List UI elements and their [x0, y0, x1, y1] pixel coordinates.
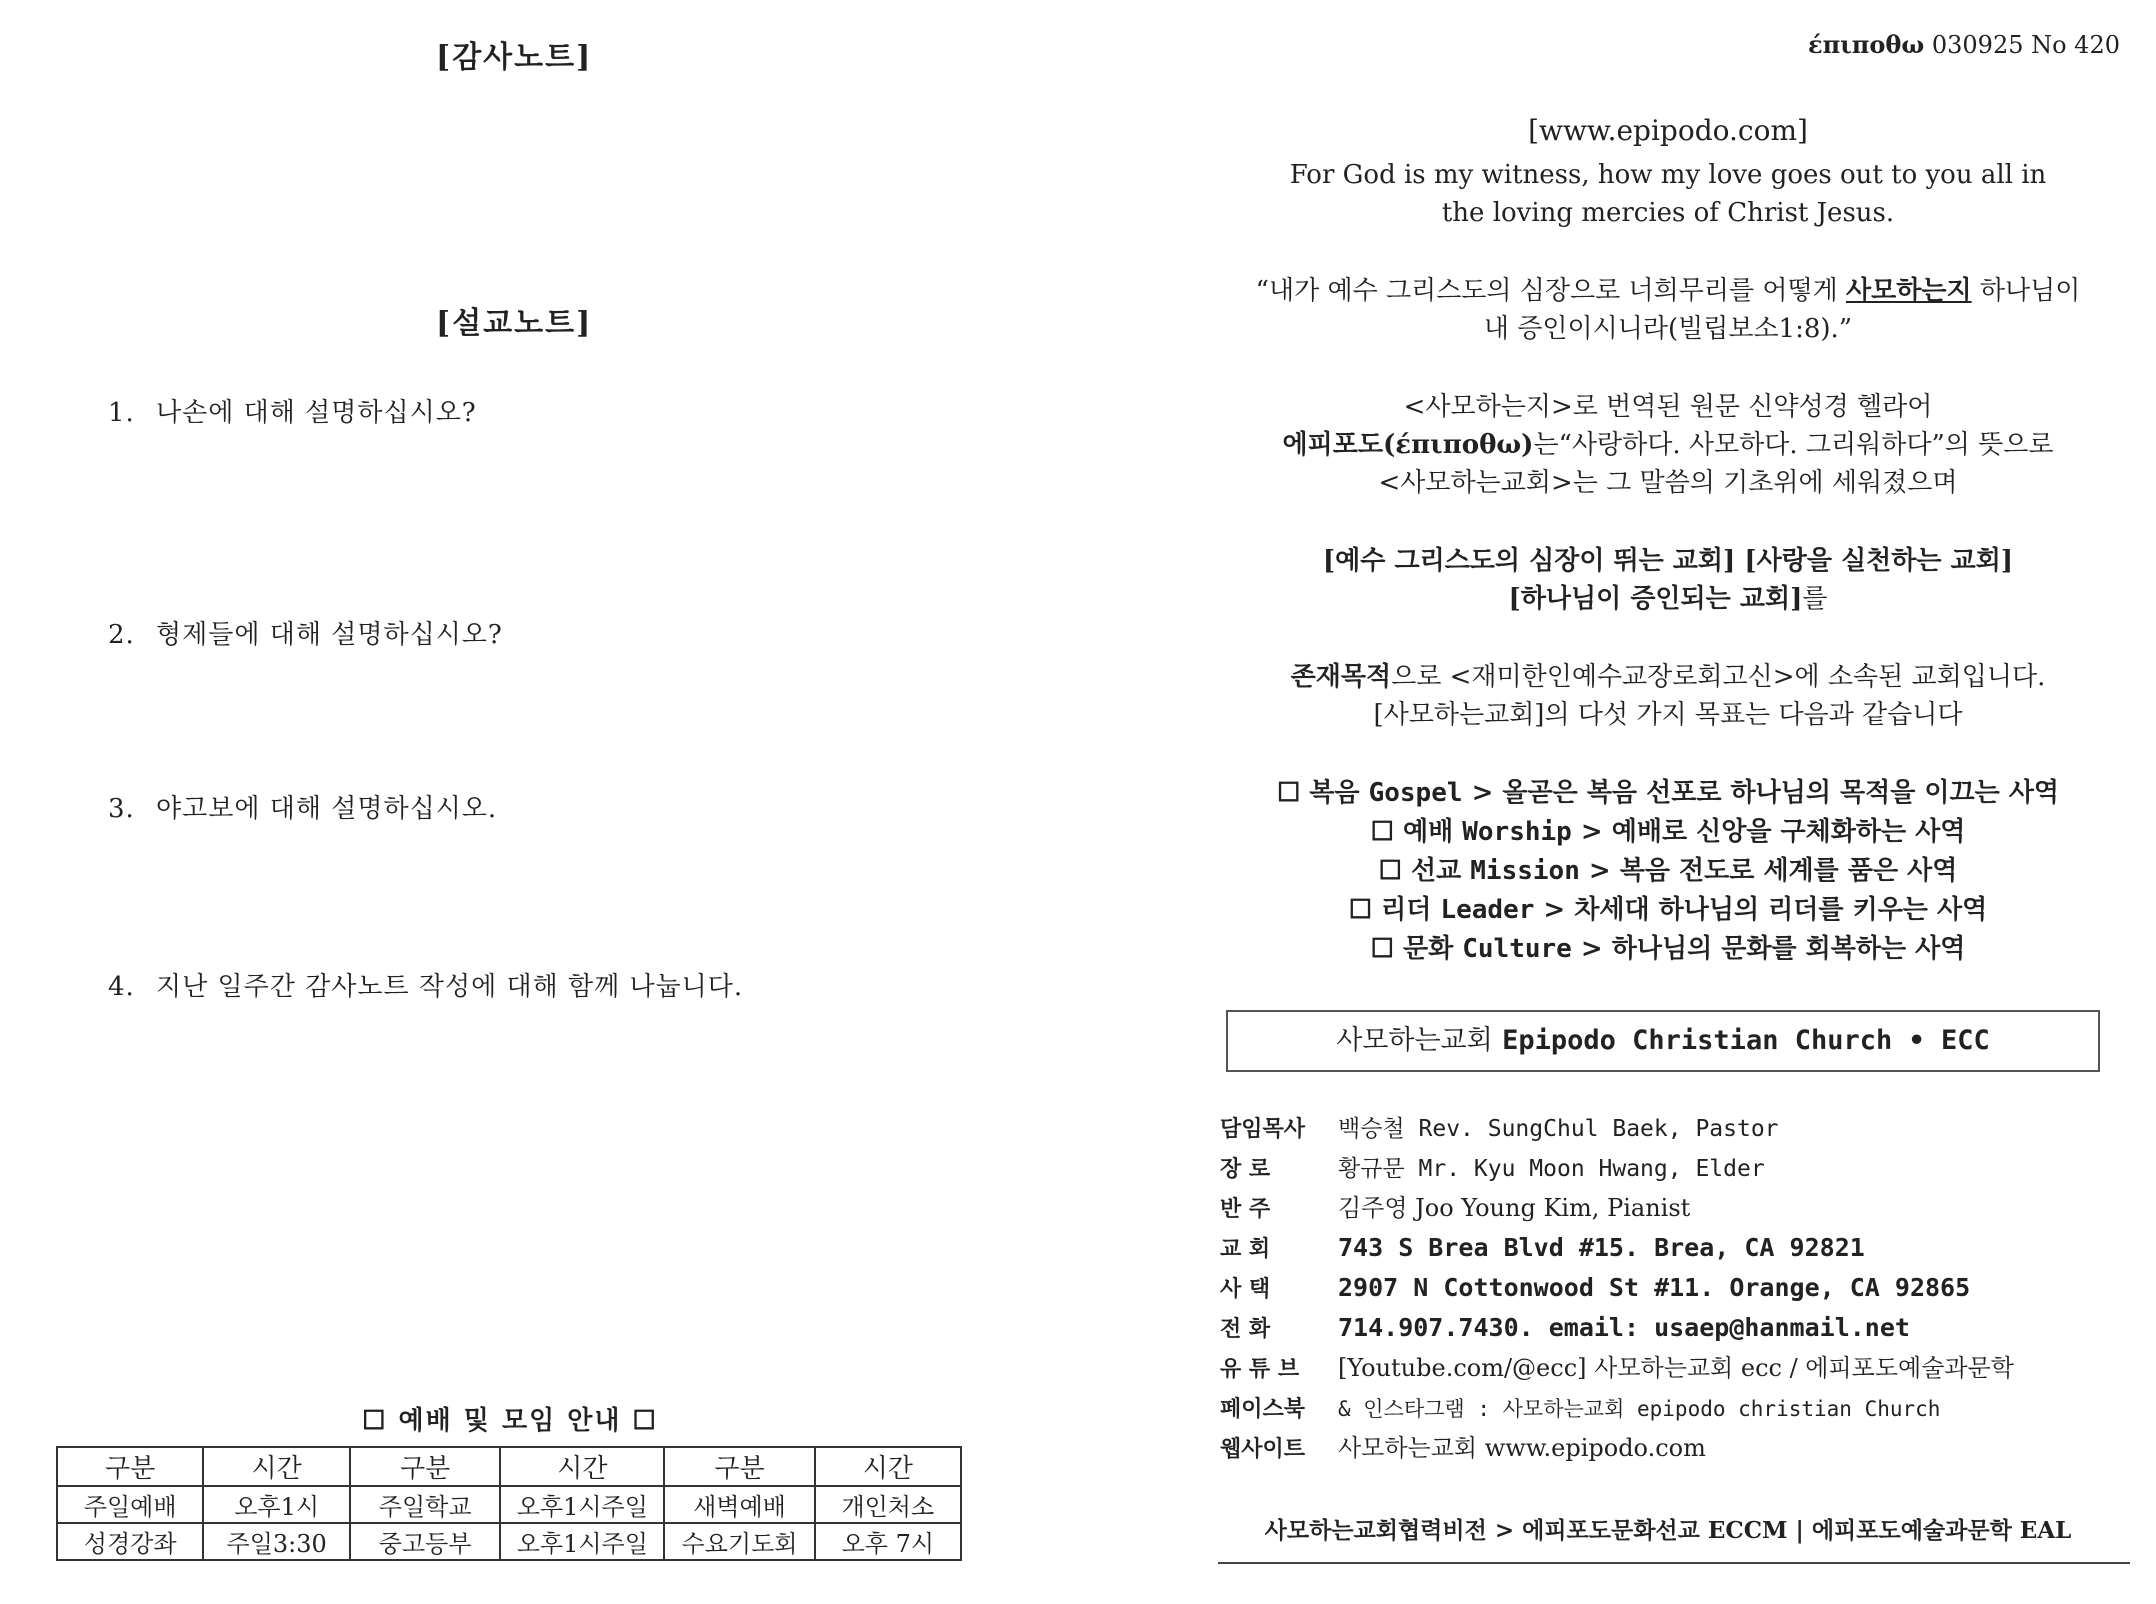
- question-3: [108, 788, 497, 825]
- schedule-header-cell: 구분: [57, 1447, 203, 1486]
- sermon-heading: [설교노트]: [436, 306, 593, 341]
- table-cell: 오후 7시: [815, 1523, 961, 1560]
- info-label: 전 화: [1220, 1316, 1271, 1342]
- table-cell: 주일학교: [350, 1486, 500, 1523]
- info-label: 사 택: [1220, 1276, 1271, 1302]
- cooperation-vision: 사모하는교회협력비전 > 에피포도문화선교 ECCM | 에피포도예술과문학 EAL: [1264, 1517, 2072, 1544]
- verse-korean-keyword: 사모하는지: [1846, 276, 1972, 306]
- goal-mission: [1218, 852, 2118, 891]
- table-row: [57, 1486, 961, 1523]
- verse-english-1: For God is my witness, how my love goes out to you all in: [1289, 160, 2047, 190]
- goal-description: > 올곧은 복음 선포로 하나님의 목적을 이끄는 사역: [1471, 778, 2060, 808]
- church-name-english: Epipodo Christian Church • ECC: [1502, 1025, 1990, 1056]
- goal-english: Gospel: [1368, 778, 1463, 808]
- checkbox-label: ☐ 리더: [1348, 895, 1432, 925]
- church-name-box: [1226, 1010, 2100, 1072]
- table-row: [57, 1523, 961, 1560]
- info-label: 교 회: [1220, 1236, 1271, 1262]
- verse-korean-part: “내가 예수 그리스도의 심장으로 너희무리를 어떻게: [1255, 276, 1838, 306]
- question-number: 2.: [108, 620, 135, 650]
- question-4: [108, 966, 743, 1003]
- info-value: 2907 N Cottonwood St #11. Orange, CA 92865: [1338, 1273, 1971, 1302]
- question-text: 야고보에 대해 설명하십시오.: [156, 794, 498, 824]
- schedule-header-cell: 구분: [664, 1447, 814, 1486]
- table-cell: 개인처소: [815, 1486, 961, 1523]
- goal-culture: [1218, 930, 2118, 969]
- goal-english: Culture: [1462, 934, 1572, 964]
- schedule-header-cell: 시간: [815, 1447, 961, 1486]
- info-value: 714.907.7430. email: usaep@hanmail.net: [1338, 1313, 1910, 1342]
- question-number: 1.: [108, 398, 135, 428]
- goal-description: > 하나님의 문화를 회복하는 사역: [1580, 934, 1966, 964]
- website-link[interactable]: [www.epipodo.com]: [1528, 114, 1808, 147]
- table-cell: 오후1시주일: [500, 1523, 664, 1560]
- info-value: [Youtube.com/@ecc] 사모하는교회 ecc / 에피포도예술과문학: [1338, 1354, 2014, 1382]
- info-label: 페이스북: [1220, 1396, 1306, 1422]
- verse-korean-2: 내 증인이시니라(빌립보소1:8).”: [1483, 314, 1853, 344]
- issue-header: [1700, 30, 2120, 59]
- footer-divider: [1218, 1562, 2130, 1564]
- info-value: 김주영 Joo Young Kim, Pianist: [1338, 1194, 1691, 1222]
- table-cell: 주일3:30: [203, 1523, 350, 1560]
- schedule-header-row: [57, 1447, 961, 1486]
- question-number: 3.: [108, 794, 135, 824]
- purpose-line-2: [사모하는교회]의 다섯 가지 목표는 다음과 같습니다: [1373, 700, 1963, 730]
- checkbox-label: ☐ 예배: [1370, 817, 1454, 847]
- info-row-home-address: [1220, 1268, 2120, 1308]
- goal-english: Worship: [1462, 817, 1572, 847]
- goal-description: > 차세대 하나님의 리더를 키우는 사역: [1543, 895, 1988, 925]
- info-label: 웹사이트: [1220, 1436, 1306, 1462]
- verse-korean-1: [1218, 272, 2118, 310]
- schedule-title: ☐ 예배 및 모임 안내 ☐: [362, 1406, 658, 1436]
- question-number: 4.: [108, 972, 135, 1002]
- issue-number: 030925 No 420: [1931, 31, 2120, 59]
- verse-english-2: the loving mercies of Christ Jesus.: [1441, 198, 1895, 228]
- question-text: 형제들에 대해 설명하십시오?: [156, 620, 503, 650]
- info-label: 반 주: [1220, 1196, 1271, 1222]
- schedule-header-cell: 시간: [500, 1447, 664, 1486]
- mission-line-2: [1218, 580, 2118, 618]
- schedule-table: [56, 1446, 962, 1561]
- checkbox-label: ☐ 선교: [1378, 856, 1462, 886]
- gratitude-heading: [감사노트]: [436, 40, 593, 75]
- epipodo-term: 에피포도(έπιποθω): [1282, 430, 1534, 460]
- info-value: 사모하는교회 www.epipodo.com: [1338, 1434, 1706, 1462]
- purpose-line-1: [1218, 658, 2118, 696]
- question-2: [108, 614, 503, 651]
- table-cell: 주일예배: [57, 1486, 203, 1523]
- goal-worship: [1218, 813, 2118, 852]
- info-label: 유 튜 브: [1220, 1356, 1300, 1382]
- schedule-header-cell: 구분: [350, 1447, 500, 1486]
- mission-suffix: 를: [1802, 584, 1828, 614]
- goal-english: Leader: [1440, 895, 1535, 925]
- greek-word: έπιποθω: [1808, 30, 1925, 59]
- info-row-pianist: [1220, 1188, 2120, 1228]
- table-cell: 중고등부: [350, 1523, 500, 1560]
- meaning-line-3: <사모하는교회>는 그 말씀의 기초위에 세워졌으며: [1378, 468, 1958, 498]
- goal-english: Mission: [1470, 856, 1580, 886]
- goal-description: > 복음 전도로 세계를 품은 사역: [1588, 856, 1958, 886]
- goal-description: > 예배로 신앙을 구체화하는 사역: [1580, 817, 1966, 847]
- meaning-line-1: <사모하는지>로 번역된 원문 신약성경 헬라어: [1403, 392, 1933, 422]
- table-cell: 오후1시주일: [500, 1486, 664, 1523]
- mission-text: [하나님이 증인되는 교회]: [1508, 584, 1803, 614]
- info-label: 담임목사: [1220, 1116, 1306, 1142]
- question-1: [108, 392, 477, 429]
- info-row-church-address: [1220, 1228, 2120, 1268]
- meaning-line-2: [1218, 426, 2118, 464]
- info-value: 백승철 Rev. SungChul Baek, Pastor: [1338, 1116, 1779, 1142]
- info-row-elder: [1220, 1148, 2120, 1188]
- info-row-phone: [1220, 1308, 2120, 1348]
- info-row-pastor: [1220, 1108, 2120, 1148]
- info-row-youtube: [1220, 1348, 2120, 1388]
- checkbox-label: ☐ 문화: [1370, 934, 1454, 964]
- mission-line-1: [예수 그리스도의 심장이 뛰는 교회] [사랑을 실천하는 교회]: [1322, 546, 2014, 576]
- info-value: & 인스타그램 : 사모하는교회 epipodo christian Church: [1338, 1397, 1941, 1421]
- info-row-website: [1220, 1428, 2120, 1468]
- meaning-text: 는“사랑하다. 사모하다. 그리워하다”의 뜻으로: [1533, 430, 2054, 460]
- verse-korean-part: 하나님이: [1979, 276, 2081, 306]
- purpose-keyword: 존재목적: [1290, 662, 1392, 692]
- goal-leader: [1218, 891, 2118, 930]
- table-cell: 수요기도회: [664, 1523, 814, 1560]
- checkbox-label: ☐ 복음: [1276, 778, 1360, 808]
- church-name-korean: 사모하는교회: [1336, 1025, 1493, 1056]
- church-info: [1220, 1108, 2120, 1468]
- question-text: 지난 일주간 감사노트 작성에 대해 함께 나눕니다.: [156, 972, 744, 1002]
- question-text: 나손에 대해 설명하십시오?: [156, 398, 477, 428]
- info-row-facebook: [1220, 1388, 2120, 1428]
- schedule-header-cell: 시간: [203, 1447, 350, 1486]
- table-cell: 성경강좌: [57, 1523, 203, 1560]
- table-cell: 오후1시: [203, 1486, 350, 1523]
- purpose-text: 으로 <재미한인예수교장로회고신>에 소속된 교회입니다.: [1391, 662, 2046, 692]
- table-cell: 새벽예배: [664, 1486, 814, 1523]
- info-label: 장 로: [1220, 1156, 1271, 1182]
- goal-gospel: [1218, 774, 2118, 813]
- info-value: 743 S Brea Blvd #15. Brea, CA 92821: [1338, 1233, 1865, 1262]
- info-value: 황규문 Mr. Kyu Moon Hwang, Elder: [1338, 1156, 1765, 1182]
